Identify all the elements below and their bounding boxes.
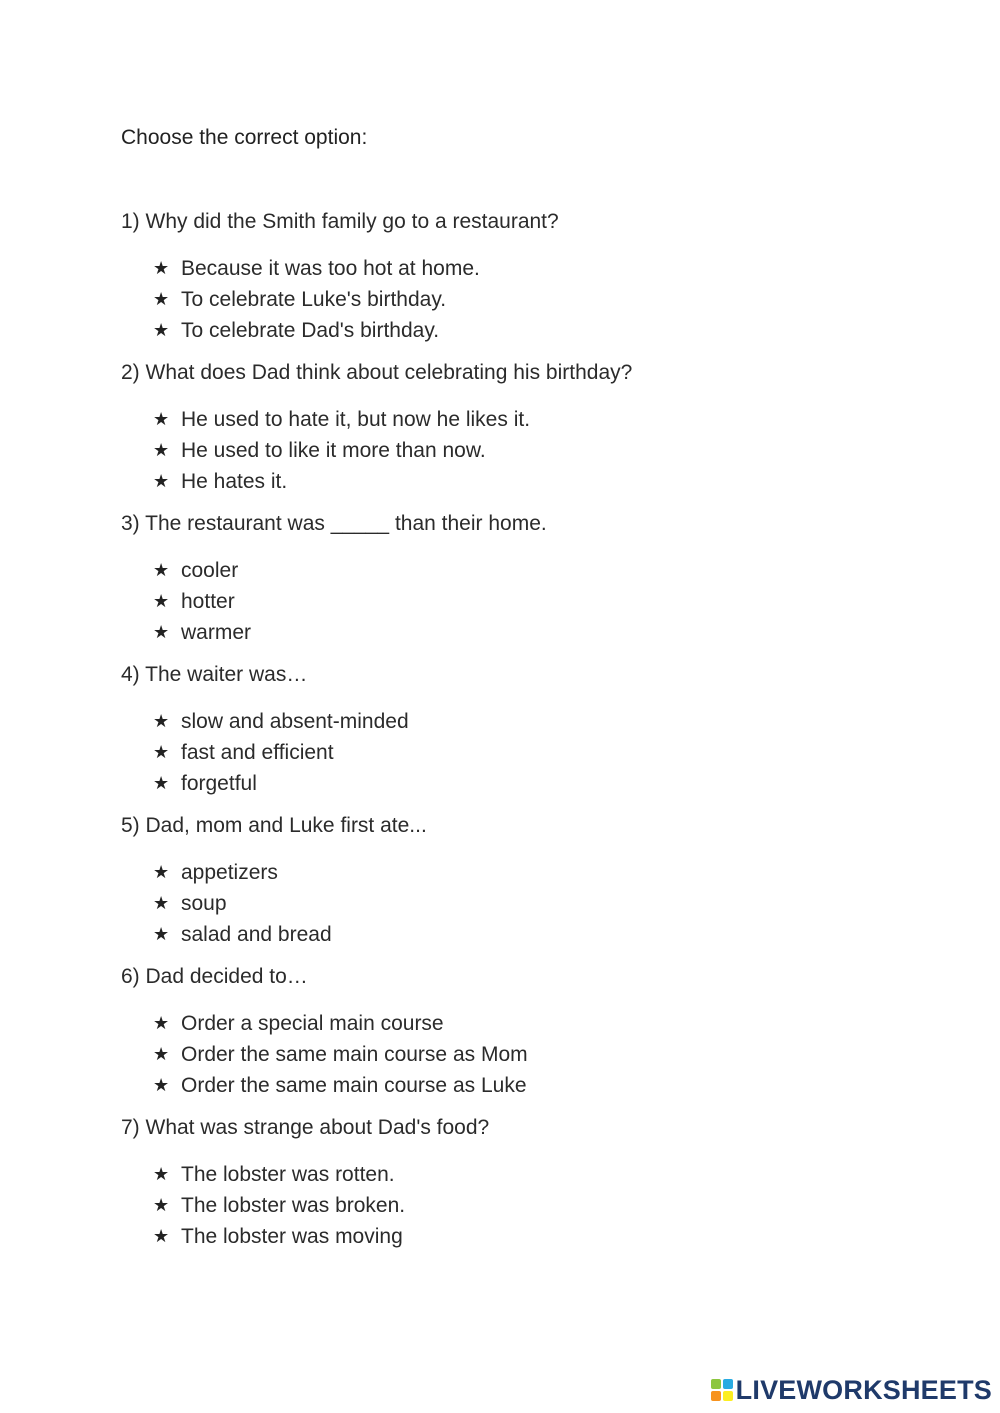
question-list [121,208,881,1265]
option-7a[interactable] [153,1159,405,1190]
star-icon: ★ [153,1013,170,1034]
star-icon: ★ [153,1164,170,1185]
option-6b[interactable] [153,1039,528,1070]
logo-text: LIVEWORKSHEETS [735,1375,992,1405]
option-7c[interactable] [153,1221,405,1252]
option-label: Because it was too hot at home. [181,256,480,280]
star-icon: ★ [153,409,170,430]
option-3c[interactable] [153,617,251,648]
question-text: 4) The waiter was… [121,663,308,686]
question-text: 2) What does Dad think about celebrating his birthday? [121,361,633,384]
star-icon: ★ [153,1044,170,1065]
option-label: hotter [181,589,235,613]
option-label: salad and bread [181,922,332,946]
liveworksheets-logo [711,1375,992,1405]
option-1c[interactable] [153,315,480,346]
option-label: appetizers [181,860,278,884]
option-label: The lobster was moving [181,1224,403,1248]
star-icon: ★ [153,258,170,279]
option-list [153,404,530,497]
star-icon: ★ [153,440,170,461]
option-list [153,857,332,950]
option-label: warmer [181,620,252,644]
option-5a[interactable] [153,857,332,888]
star-icon: ★ [153,622,170,643]
star-icon: ★ [153,773,170,794]
option-6a[interactable] [153,1008,528,1039]
option-label: fast and efficient [181,740,334,764]
star-icon: ★ [153,893,170,914]
option-label: cooler [181,558,239,582]
option-5c[interactable] [153,919,332,950]
star-icon: ★ [153,1075,170,1096]
option-label: The lobster was rotten. [181,1162,395,1186]
question-6 [121,963,881,1114]
option-label: slow and absent-minded [181,709,409,733]
option-4b[interactable] [153,737,409,768]
option-1b[interactable] [153,284,480,315]
option-1a[interactable] [153,253,480,284]
option-list [153,555,251,648]
question-7 [121,1114,881,1265]
option-list [153,253,480,346]
question-text: 3) The restaurant was _____ than their home. [121,512,547,535]
star-icon: ★ [153,862,170,883]
option-2c[interactable] [153,466,530,497]
option-label: He hates it. [181,469,288,493]
option-label: soup [181,891,227,915]
option-7b[interactable] [153,1190,405,1221]
option-list [153,1159,405,1252]
question-text: 1) Why did the Smith family go to a restaurant? [121,210,559,233]
question-4 [121,661,881,812]
option-label: To celebrate Luke's birthday. [181,287,447,311]
question-1 [121,208,881,359]
option-4a[interactable] [153,706,409,737]
option-6c[interactable] [153,1070,528,1101]
option-label: He used to like it more than now. [181,438,486,462]
option-2b[interactable] [153,435,530,466]
option-3b[interactable] [153,586,251,617]
option-label: Order the same main course as Mom [181,1042,528,1066]
option-label: Order a special main course [181,1011,444,1035]
question-2 [121,359,881,510]
question-text: 5) Dad, mom and Luke first ate... [121,814,427,837]
option-label: The lobster was broken. [181,1193,406,1217]
option-4c[interactable] [153,768,409,799]
star-icon: ★ [153,591,170,612]
option-5b[interactable] [153,888,332,919]
star-icon: ★ [153,711,170,732]
question-5 [121,812,881,963]
question-3 [121,510,881,661]
star-icon: ★ [153,1226,170,1247]
option-3a[interactable] [153,555,251,586]
star-icon: ★ [153,560,170,581]
question-text: 6) Dad decided to… [121,965,308,988]
option-label: forgetful [181,771,257,795]
option-list [153,1008,528,1101]
star-icon: ★ [153,742,170,763]
star-icon: ★ [153,320,170,341]
question-text: 7) What was strange about Dad's food? [121,1116,490,1139]
option-2a[interactable] [153,404,530,435]
option-label: He used to hate it, but now he likes it. [181,407,531,431]
star-icon: ★ [153,289,170,310]
star-icon: ★ [153,471,170,492]
liveworksheets-logo-icon [711,1379,733,1401]
instruction-text: Choose the correct option: [121,126,368,149]
option-label: To celebrate Dad's birthday. [181,318,440,342]
option-label: Order the same main course as Luke [181,1073,527,1097]
option-list [153,706,409,799]
star-icon: ★ [153,924,170,945]
star-icon: ★ [153,1195,170,1216]
